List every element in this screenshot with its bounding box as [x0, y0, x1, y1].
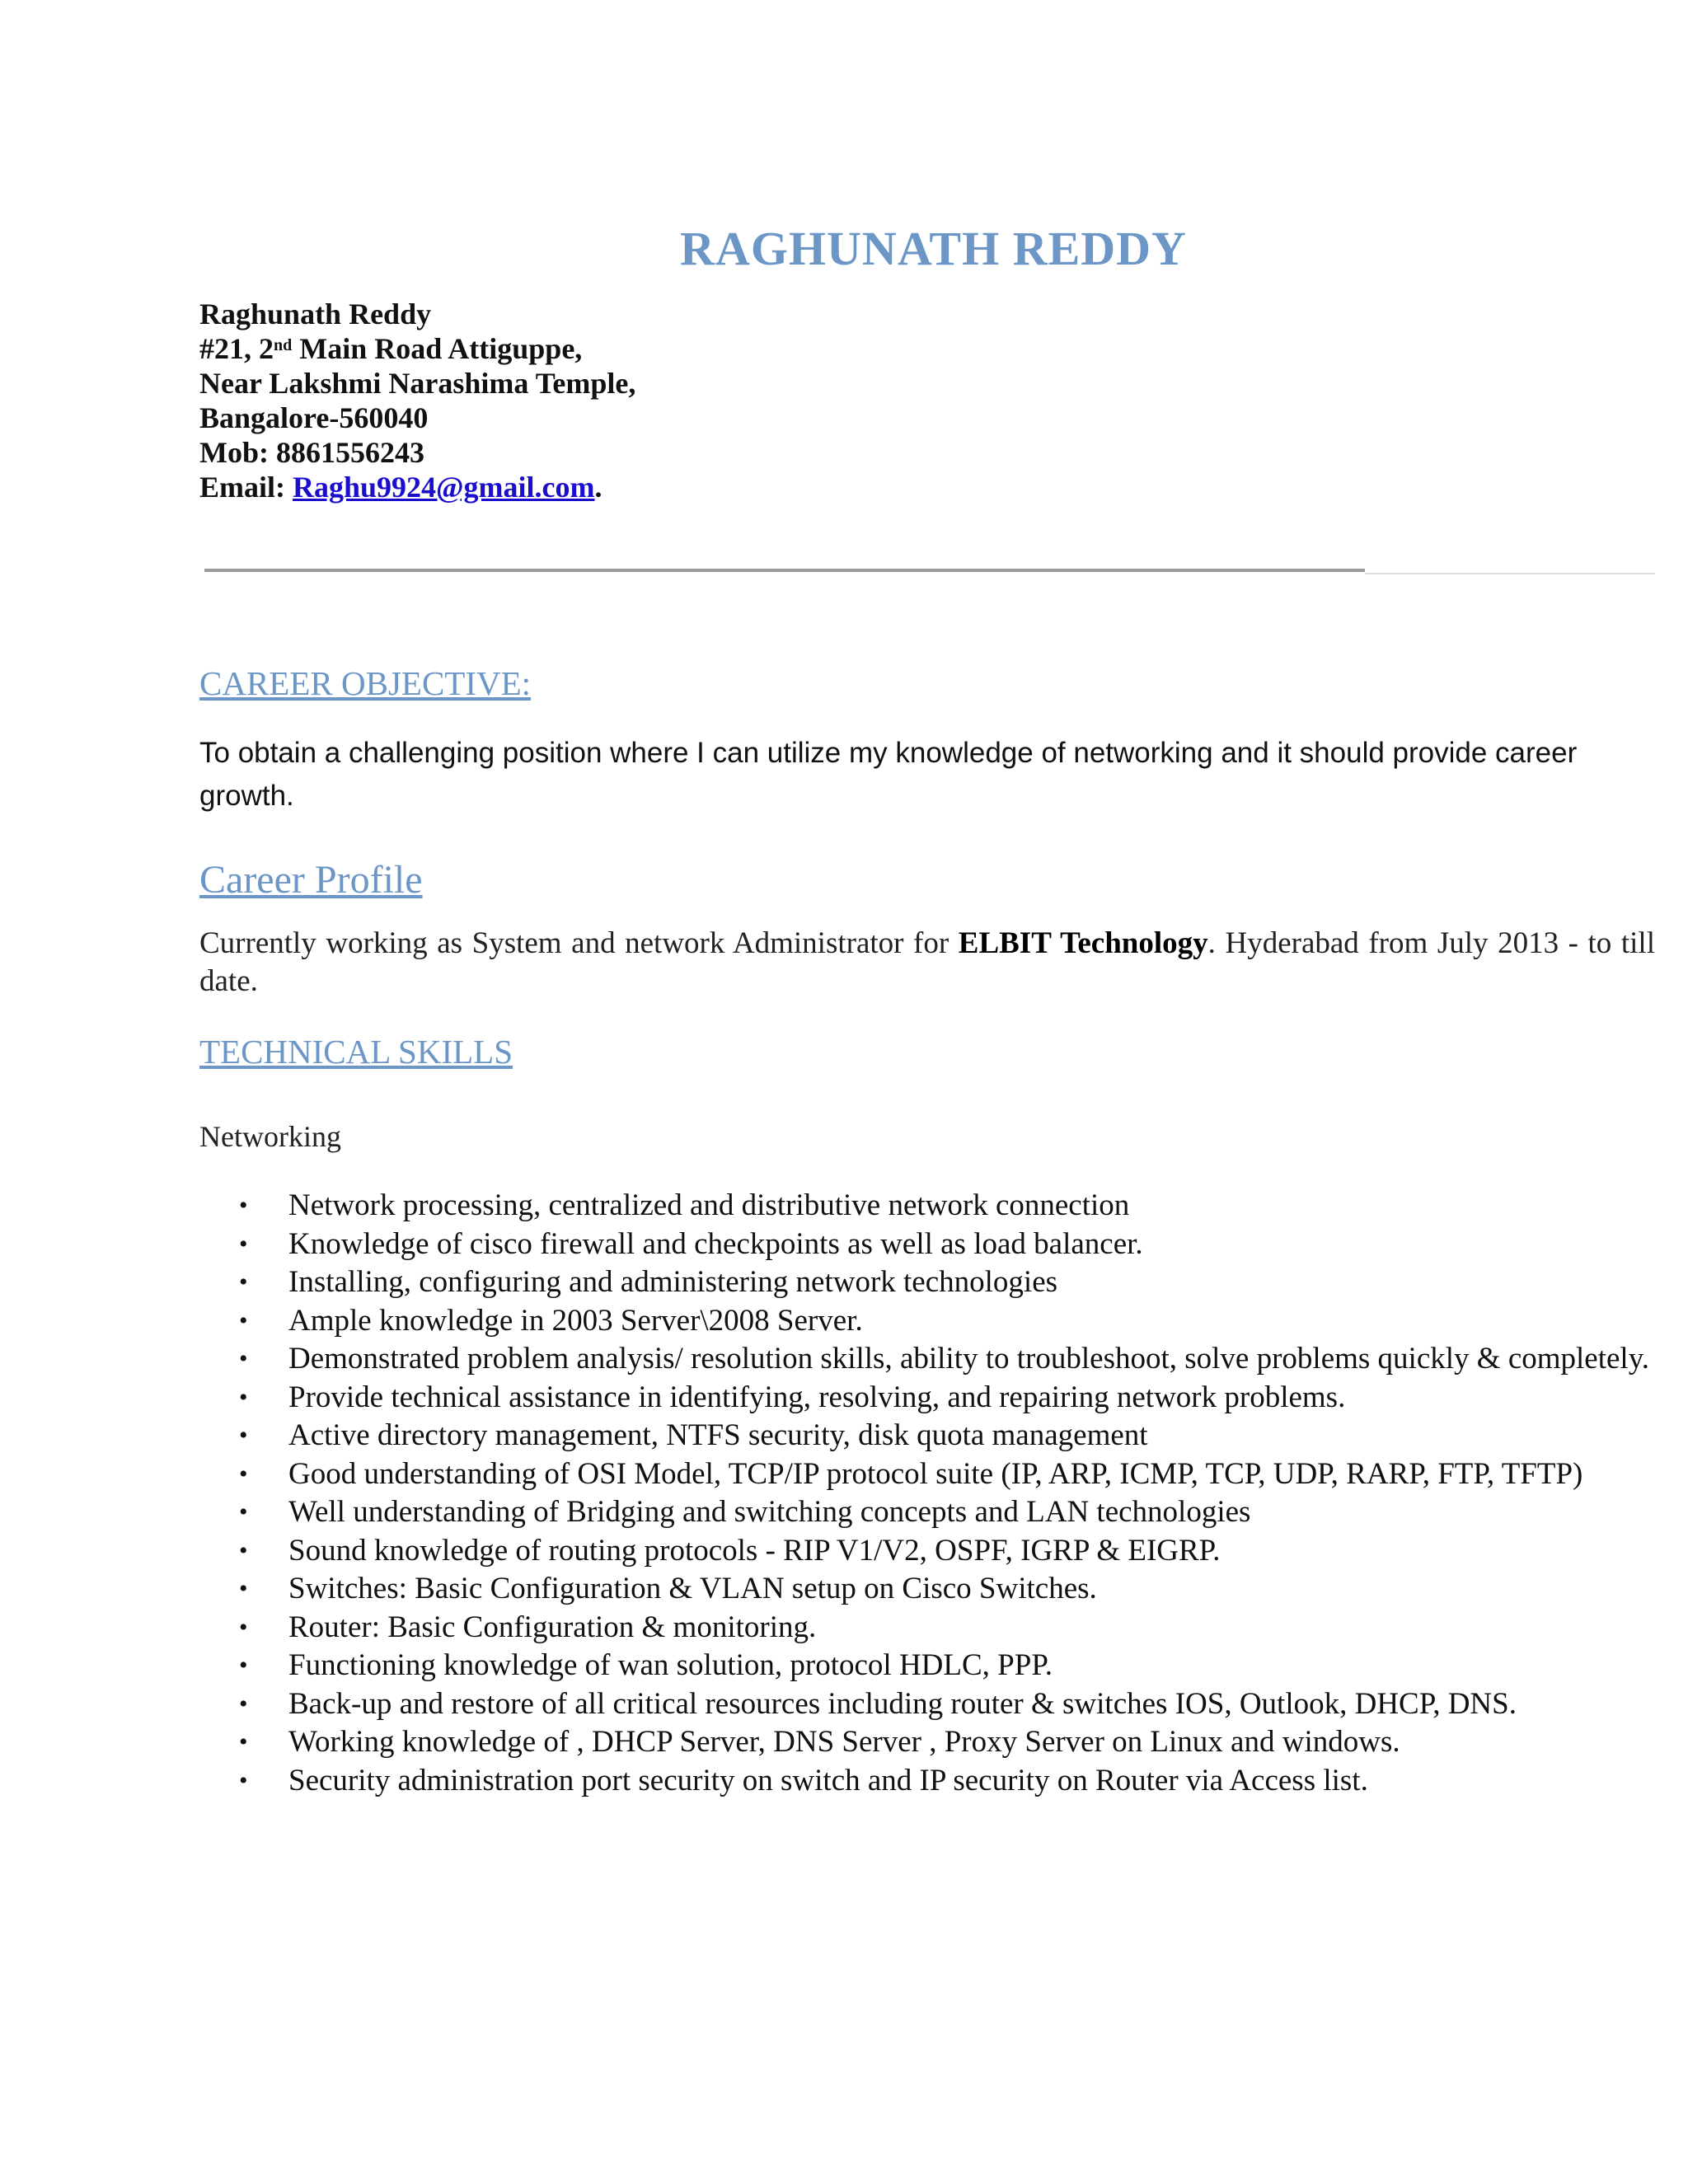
- skill-text: Good understanding of OSI Model, TCP/IP protocol suite (IP, ARP, ICMP, TCP, UDP, RARP, FTP, TFTP): [288, 1456, 1583, 1491]
- bullet-icon: •: [239, 1498, 248, 1526]
- career-profile-text: [199, 925, 1655, 1001]
- skill-text: Knowledge of cisco firewall and checkpoints as well as load balancer.: [288, 1226, 1143, 1261]
- email-trailing: .: [594, 471, 603, 504]
- list-item: [199, 1609, 1665, 1647]
- skill-text: Demonstrated problem analysis/ resolution skills, ability to troubleshoot, solve problems quickly & completely.: [288, 1342, 1650, 1376]
- career-objective-heading: CAREER OBJECTIVE:: [199, 664, 532, 702]
- divider-line-faint: [1365, 573, 1655, 574]
- bullet-icon: •: [239, 1268, 248, 1296]
- address-line-1-suffix: Main Road Attiguppe,: [292, 332, 583, 365]
- list-item: [199, 1723, 1665, 1762]
- skill-text: Functioning knowledge of wan solution, protocol HDLC, PPP.: [288, 1648, 1053, 1682]
- skill-text: Working knowledge of , DHCP Server, DNS Server , Proxy Server on Linux and windows.: [288, 1725, 1400, 1759]
- bullet-icon: •: [239, 1575, 248, 1602]
- address-line-2: Near Lakshmi Narashima Temple,: [199, 367, 636, 400]
- skill-text: Back-up and restore of all critical resources including router & switches IOS, Outlook, DHCP, DNS.: [288, 1686, 1517, 1721]
- bullet-icon: •: [239, 1690, 248, 1718]
- skill-text: Well understanding of Bridging and switching concepts and LAN technologies: [288, 1495, 1251, 1529]
- address-line-1: [199, 331, 635, 366]
- contact-block: [199, 297, 635, 504]
- skills-list: [199, 1187, 1665, 1800]
- skill-text: Ample knowledge in 2003 Server\2008 Server.: [288, 1303, 863, 1338]
- profile-text-before: Currently working as System and network Administrator for: [199, 926, 959, 960]
- list-item: [199, 1187, 1665, 1226]
- bullet-icon: •: [239, 1536, 248, 1564]
- bullet-icon: •: [239, 1422, 248, 1449]
- profile-company: ELBIT Technology: [958, 926, 1208, 960]
- bullet-icon: •: [239, 1613, 248, 1641]
- contact-name: Raghunath Reddy: [199, 298, 432, 330]
- skill-text: Security administration port security on switch and IP security on Router via Access list.: [288, 1763, 1368, 1797]
- address-line-1-prefix: #21, 2: [199, 332, 274, 365]
- bullet-icon: •: [239, 1345, 248, 1372]
- list-item: [199, 1493, 1665, 1532]
- networking-subheading: Networking: [199, 1120, 341, 1153]
- list-item: [199, 1379, 1665, 1418]
- resume-title: RAGHUNATH REDDY: [680, 222, 1187, 275]
- skill-text: Provide technical assistance in identifying, resolving, and repairing network problems.: [288, 1380, 1346, 1414]
- bullet-icon: •: [239, 1306, 248, 1334]
- list-item: [199, 1263, 1665, 1302]
- bullet-icon: •: [239, 1383, 248, 1411]
- list-item: [199, 1455, 1665, 1494]
- skill-text: Switches: Basic Configuration & VLAN setup on Cisco Switches.: [288, 1572, 1097, 1605]
- email-link[interactable]: Raghu9924@gmail.com: [293, 471, 595, 504]
- technical-skills-heading: TECHNICAL SKILLS: [199, 1033, 513, 1071]
- skill-text: Active directory management, NTFS security, disk quota management: [288, 1418, 1148, 1452]
- address-line-3: Bangalore-560040: [199, 401, 429, 434]
- list-item: [199, 1762, 1665, 1801]
- profile-text-after: . Hyderabad from July 2013 - to till date.: [199, 926, 1655, 998]
- bullet-icon: •: [239, 1652, 248, 1679]
- divider-line: [204, 569, 1365, 572]
- list-item: [199, 1685, 1665, 1724]
- bullet-icon: •: [239, 1728, 248, 1755]
- list-item: [199, 1570, 1665, 1609]
- skill-text: Sound knowledge of routing protocols - RIP V1/V2, OSPF, IGRP & EIGRP.: [288, 1533, 1221, 1568]
- skill-text: Network processing, centralized and distributive network connection: [288, 1188, 1130, 1222]
- bullet-icon: •: [239, 1766, 248, 1794]
- list-item: [199, 1302, 1665, 1341]
- skill-text: Router: Basic Configuration & monitoring.: [288, 1610, 817, 1644]
- bullet-icon: •: [239, 1230, 248, 1258]
- skill-text: Installing, configuring and administering network technologies: [288, 1265, 1058, 1299]
- list-item: [199, 1647, 1665, 1685]
- bullet-icon: •: [239, 1192, 248, 1219]
- bullet-icon: •: [239, 1460, 248, 1488]
- list-item: [199, 1340, 1665, 1379]
- list-item: [199, 1417, 1665, 1455]
- address-line-1-sup: nd: [274, 336, 293, 354]
- email-label: Email:: [199, 471, 293, 504]
- career-objective-text: To obtain a challenging position where I can utilize my knowledge of networking and it should provide career growth.: [199, 737, 1578, 812]
- career-profile-heading: Career Profile: [199, 858, 423, 902]
- mobile-number: Mob: 8861556243: [199, 436, 424, 469]
- list-item: [199, 1532, 1665, 1571]
- email-line: [199, 470, 635, 504]
- list-item: [199, 1226, 1665, 1264]
